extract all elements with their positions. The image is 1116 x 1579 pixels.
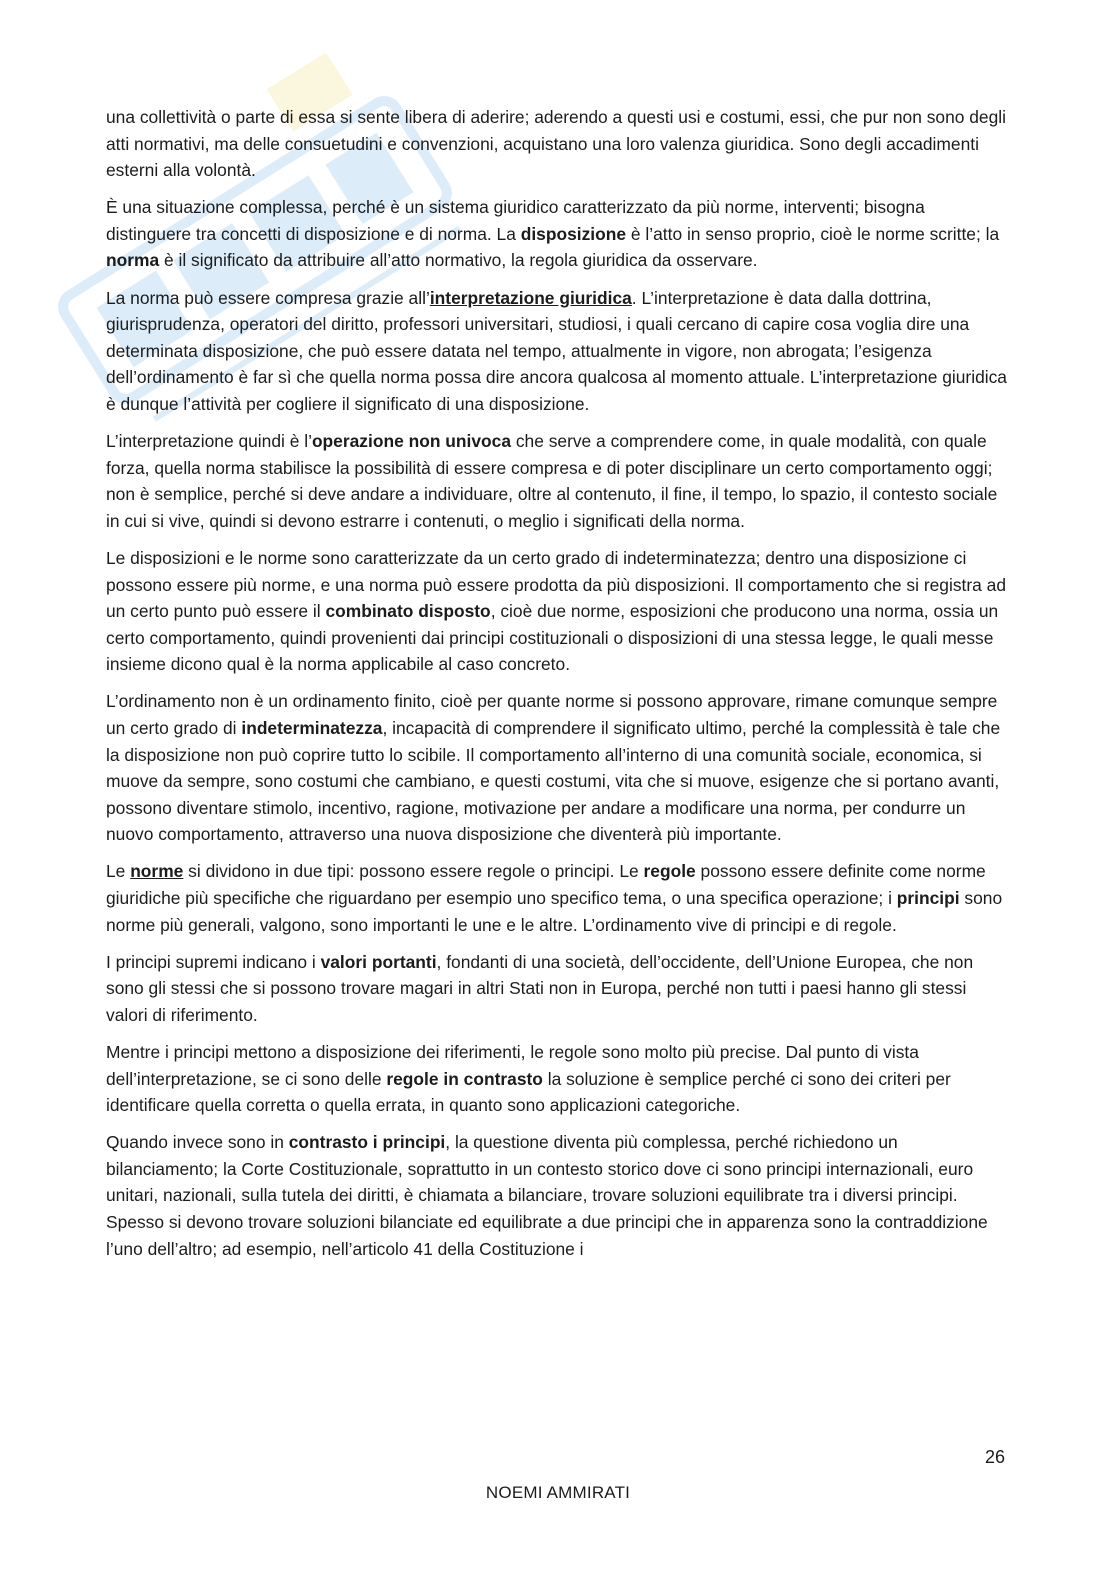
paragraph: [106, 285, 1011, 418]
paragraph: [106, 428, 1011, 534]
text-run: Mentre i principi mettono a disposizione dei riferimenti, le regole sono molto più precise. Dal punto di vista dell’interpretazione, se ci sono delle: [106, 1042, 919, 1089]
text-run: Le disposizioni e le norme sono caratterizzate da un certo grado di indeterminatezza; dentro una disposizione ci possono essere più norme, e una norma può essere prodotta da più disposizioni. Il comportamento che si registra ad un certo punto può essere il: [106, 547, 1006, 622]
paragraph: [106, 1039, 1011, 1119]
bold-term: regole: [643, 861, 696, 882]
paragraph: [106, 104, 1011, 184]
footer-author: NOEMI AMMIRATI: [485, 1483, 631, 1502]
bold-term: valori portanti: [320, 951, 437, 972]
text-run: sono norme più generali, valgono, sono importanti le une e le altre. L’ordinamento vive di principi e di regole.: [106, 888, 1003, 935]
text-run: la soluzione è semplice perché ci sono dei criteri per identificare quella corretta o quella errata, in quanto sono applicazioni categoriche.: [106, 1068, 951, 1116]
text-run: che serve a comprendere come, in quale modalità, con quale forza, quella norma stabilisce la possibilità di essere compresa e di poter disciplinare un certo comportamento oggi; non è semplice, perché si deve andare a individuare, oltre al contenuto, il fine, il tempo, lo spazio, il contesto sociale in cui si vive, quindi si devono estrarre i contenuti, o meglio i significati della norma.: [106, 431, 998, 531]
paragraph: [106, 194, 1011, 274]
underlined-term: interpretazione giuridica: [429, 287, 632, 308]
text-run: È una situazione complessa, perché è un sistema giuridico caratterizzato da più norme, interventi; bisogna distinguere tra concetti di disposizione e di norma. La: [106, 197, 925, 244]
bold-term: principi: [896, 888, 960, 909]
bold-term: regole in contrasto: [386, 1068, 543, 1089]
bold-term: disposizione: [520, 223, 627, 244]
text-run: , fondanti di una società, dell’occidente, dell’Unione Europea, che non sono gli stessi che si possono trovare magari in altri Stati non in Europa, perché non tutti i paesi hanno gli stessi valori di riferimento.: [106, 951, 974, 1025]
text-run: La norma può essere compresa grazie all’: [106, 287, 430, 308]
document-body: [106, 104, 1011, 1273]
paragraph: [106, 949, 1011, 1029]
text-run: , cioè due norme, esposizioni che producono una norma, ossia un certo comportamento, quindi provenienti dai principi costituzionali o disposizioni di una stessa legge, le quali messe insieme dicono qual è la norma applicabile al caso concreto.: [106, 601, 999, 675]
text-run: , la questione diventa più complessa, perché richiedono un bilanciamento; la Corte Costituzionale, soprattutto in un contesto storico dove ci sono principi internazionali, euro unitari, nazionali, sulla tutela dei diritti, è chiamata a bilanciare, trovare soluzioni equilibrate tra i diversi principi. Spesso si devono trovare soluzioni bilanciate ed equilibrate a due principi che in apparenza sono la contraddizione l’uno dell’altro; ad esempio, nell’articolo 41 della Costituzione i: [106, 1132, 988, 1259]
paragraph: [106, 545, 1011, 678]
paragraph: [106, 1129, 1011, 1262]
bold-term: indeterminatezza: [241, 717, 383, 738]
paragraph: [106, 688, 1011, 848]
page-number: 26: [984, 1447, 1005, 1467]
text-run: una collettività o parte di essa si sente libera di aderire; aderendo a questi usi e costumi, essi, che pur non sono degli atti normativi, ma delle consuetudini e convenzioni, acquistano una loro valenza giuridica. Sono degli accadimenti esterni alla volontà.: [106, 107, 1007, 181]
text-run: . L’interpretazione è data dalla dottrina, giurisprudenza, operatori del diritto, professori universitari, studiosi, i quali cercano di capire cosa voglia dire una determinata disposizione, che può essere datata nel tempo, attualmente in vigore, non abrogata; l’esigenza dell’ordinamento è far sì che quella norma possa dire ancora qualcosa al momento attuale. L’interpretazione giuridica è dunque l’attività per cogliere il significato di una disposizione.: [106, 287, 1007, 414]
paragraph: [106, 858, 1011, 938]
bold-term: contrasto i principi: [288, 1132, 446, 1153]
text-run: Quando invece sono in: [106, 1132, 289, 1153]
text-run: , incapacità di comprendere il significato ultimo, perché la complessità è tale che la disposizione non può coprire tutto lo scibile. Il comportamento all’interno di una comunità sociale, economica, si muove da sempre, sono costumi che cambiano, e questi costumi, vita che si muove, esigenze che si portano avanti, possono diventare stimolo, incentivo, ragione, motivazione per andare a modificare una norma, per condurre un nuovo comportamento, attraverso una nuova disposizione che diventerà più importante.: [106, 717, 1001, 845]
text-run: Le: [106, 861, 131, 882]
bold-term: norma: [106, 250, 160, 271]
text-run: L’interpretazione quindi è l’: [106, 431, 312, 452]
text-run: è il significato da attribuire all’atto normativo, la regola giuridica da osservare.: [159, 250, 758, 271]
text-run: si dividono in due tipi: possono essere regole o principi. Le: [183, 861, 644, 882]
text-run: possono essere definite come norme giuridiche più specifiche che riguardano per esempio uno specifico tema, o una specifica operazione; i: [106, 861, 986, 909]
text-run: I principi supremi indicano i: [106, 951, 321, 972]
text-run: è l’atto in senso proprio, cioè le norme scritte; la: [626, 223, 1000, 244]
bold-term: combinato disposto: [325, 601, 491, 622]
underlined-term: norme: [130, 861, 184, 882]
bold-term: operazione non univoca: [311, 431, 511, 452]
text-run: L’ordinamento non è un ordinamento finito, cioè per quante norme si possono approvare, rimane comunque sempre un certo grado di: [106, 691, 998, 738]
